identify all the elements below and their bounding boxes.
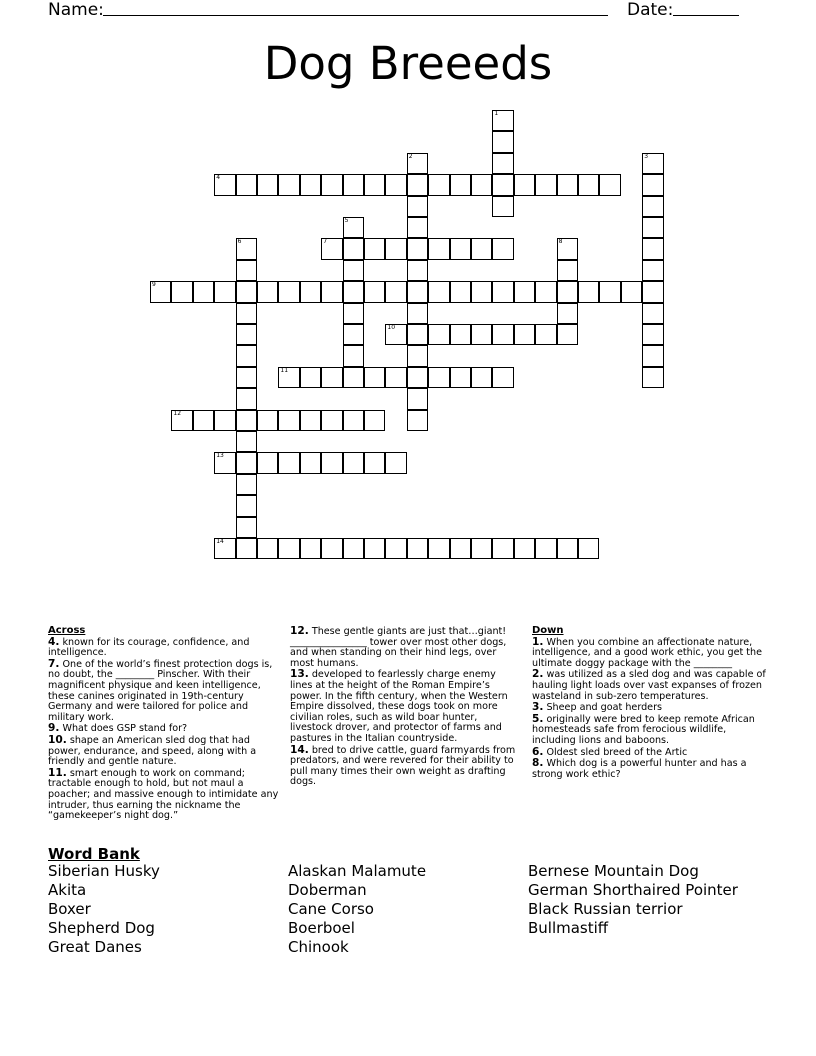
- clue-number: 11: [280, 366, 289, 374]
- crossword-cell[interactable]: [321, 538, 342, 559]
- crossword-cell[interactable]: [450, 367, 471, 388]
- clue-number: 8: [558, 238, 563, 246]
- crossword-cell[interactable]: [428, 367, 449, 388]
- crossword-cell[interactable]: [535, 174, 556, 195]
- crossword-cell[interactable]: [471, 367, 492, 388]
- crossword-cell[interactable]: [471, 538, 492, 559]
- crossword-cell[interactable]: [257, 538, 278, 559]
- crossword-cell[interactable]: [642, 281, 663, 302]
- clue-number: 5: [344, 217, 349, 224]
- crossword-cell[interactable]: [321, 174, 342, 195]
- crossword-cell[interactable]: [492, 238, 513, 259]
- crossword-cell[interactable]: [364, 367, 385, 388]
- crossword-cell[interactable]: [278, 538, 299, 559]
- crossword-cell[interactable]: [236, 303, 257, 324]
- crossword-cell[interactable]: [407, 324, 428, 345]
- down-clues-column: [532, 626, 766, 780]
- word-bank-item: Cane Corso: [288, 900, 374, 918]
- crossword-cell[interactable]: [407, 174, 428, 195]
- crossword-cell[interactable]: [407, 260, 428, 281]
- crossword-cell[interactable]: [514, 174, 535, 195]
- crossword-cell[interactable]: [428, 538, 449, 559]
- clue-across-4: 4. known for its courage, confidence, and intelligence.: [48, 635, 250, 659]
- crossword-cell[interactable]: [343, 260, 364, 281]
- across-heading: Across: [48, 625, 86, 636]
- crossword-cell[interactable]: [557, 174, 578, 195]
- crossword-cell[interactable]: [343, 452, 364, 473]
- clue-number: 7: [323, 238, 328, 246]
- crossword-cell[interactable]: [450, 174, 471, 195]
- word-bank-item: Boxer: [48, 900, 91, 918]
- word-bank-item: Bullmastiff: [528, 919, 609, 937]
- crossword-cell[interactable]: [343, 345, 364, 366]
- crossword-cell[interactable]: [236, 324, 257, 345]
- crossword-cell[interactable]: [428, 174, 449, 195]
- crossword-cell[interactable]: [407, 281, 428, 302]
- crossword-cell[interactable]: [471, 281, 492, 302]
- crossword-cell[interactable]: [578, 538, 599, 559]
- crossword-cell[interactable]: [364, 281, 385, 302]
- crossword-cell[interactable]: [642, 217, 663, 238]
- clue-down-1: 1. When you combine an affectionate nature, intelligence, and a good work ethic, you get the ultimate doggy package with the ________: [532, 635, 763, 669]
- word-bank-item: Siberian Husky: [48, 862, 160, 880]
- clue-down-5: 5. originally were bred to keep remote African homesteads safe from ferocious wildlife, including lions and baboons.: [532, 712, 755, 746]
- clue-number: 12: [173, 409, 182, 417]
- crossword-cell[interactable]: [321, 367, 342, 388]
- crossword-cell[interactable]: [278, 452, 299, 473]
- crossword-cell[interactable]: [407, 388, 428, 409]
- crossword-cell[interactable]: [492, 153, 513, 174]
- crossword-cell[interactable]: [450, 238, 471, 259]
- crossword-cell[interactable]: [321, 281, 342, 302]
- clue-across-14: 14. bred to drive cattle, guard farmyards from predators, and were revered for their ability to pull many times their own weight as drafting dogs.: [290, 743, 516, 788]
- crossword-cell[interactable]: [407, 303, 428, 324]
- crossword-cell[interactable]: [492, 196, 513, 217]
- crossword-cell[interactable]: [300, 174, 321, 195]
- crossword-cell[interactable]: [492, 131, 513, 152]
- crossword-cell[interactable]: [642, 303, 663, 324]
- crossword-cell[interactable]: [236, 452, 257, 473]
- crossword-cell[interactable]: [343, 410, 364, 431]
- crossword-cell[interactable]: [236, 495, 257, 516]
- crossword-cell[interactable]: [236, 260, 257, 281]
- crossword-cell[interactable]: [236, 388, 257, 409]
- crossword-cell[interactable]: [364, 452, 385, 473]
- crossword-cell[interactable]: [407, 217, 428, 238]
- clue-number: 9: [152, 281, 156, 289]
- crossword-cell[interactable]: [278, 281, 299, 302]
- word-bank-item: Black Russian terrior: [528, 900, 683, 918]
- word-bank-item: Alaskan Malamute: [288, 862, 427, 880]
- clue-number: 4: [216, 174, 221, 182]
- crossword-cell[interactable]: [557, 238, 578, 259]
- crossword-cell[interactable]: [450, 324, 471, 345]
- word-bank-column-2: [288, 862, 426, 957]
- crossword-cell[interactable]: [300, 281, 321, 302]
- crossword-cell[interactable]: [214, 174, 235, 195]
- crossword-cell[interactable]: [621, 281, 642, 302]
- crossword-cell[interactable]: [364, 410, 385, 431]
- word-bank-item: Shepherd Dog: [48, 919, 155, 937]
- crossword-cell[interactable]: [193, 281, 214, 302]
- crossword-cell[interactable]: [278, 174, 299, 195]
- crossword-cell[interactable]: [428, 324, 449, 345]
- crossword-cell[interactable]: [642, 345, 663, 366]
- crossword-cell[interactable]: [300, 410, 321, 431]
- crossword-cell[interactable]: [343, 324, 364, 345]
- crossword-cell[interactable]: [535, 281, 556, 302]
- crossword-cell[interactable]: [257, 174, 278, 195]
- crossword-cell[interactable]: [385, 367, 406, 388]
- crossword-cell[interactable]: [642, 196, 663, 217]
- crossword-cell[interactable]: [150, 281, 171, 302]
- crossword-cell[interactable]: [514, 324, 535, 345]
- word-bank-item: Doberman: [288, 881, 367, 899]
- crossword-cell[interactable]: [193, 410, 214, 431]
- clue-across-10: 10. shape an American sled dog that had power, endurance, and speed, along with a friendly and gentle nature.: [48, 733, 257, 768]
- crossword-cell[interactable]: [535, 324, 556, 345]
- clue-number: 2: [408, 152, 413, 160]
- crossword-cell[interactable]: [321, 410, 342, 431]
- crossword-cell[interactable]: [171, 281, 192, 302]
- clue-number: 1: [494, 110, 499, 117]
- clue-number: 3: [644, 152, 649, 160]
- crossword-cell[interactable]: [257, 281, 278, 302]
- crossword-cell[interactable]: [364, 174, 385, 195]
- word-bank-item: Great Danes: [48, 938, 142, 956]
- crossword-cell[interactable]: [385, 281, 406, 302]
- crossword-cell[interactable]: [364, 238, 385, 259]
- crossword-cell[interactable]: [492, 110, 513, 131]
- crossword-cell[interactable]: [492, 281, 513, 302]
- crossword-cell[interactable]: [385, 324, 406, 345]
- crossword-cell[interactable]: [343, 174, 364, 195]
- crossword-cell[interactable]: [642, 174, 663, 195]
- crossword-cell[interactable]: [557, 538, 578, 559]
- crossword-cell[interactable]: [343, 238, 364, 259]
- crossword-cell[interactable]: [236, 431, 257, 452]
- crossword-cell[interactable]: [385, 538, 406, 559]
- clue-across-11: 11. smart enough to work on command; tractable enough to hold, but not maul a poacher; and massive enough to intimidate any intruder, thus earning the nickname the “gamekeeper’s night dog.”: [48, 766, 279, 822]
- crossword-cell[interactable]: [236, 345, 257, 366]
- crossword-cell[interactable]: [236, 474, 257, 495]
- crossword-cell[interactable]: [642, 324, 663, 345]
- crossword-cell[interactable]: [428, 238, 449, 259]
- crossword-cell[interactable]: [343, 538, 364, 559]
- crossword-cell[interactable]: [642, 367, 663, 388]
- crossword-cell[interactable]: [407, 345, 428, 366]
- crossword-cell[interactable]: [321, 238, 342, 259]
- clue-across-9: 9. What does GSP stand for?: [48, 722, 188, 735]
- clue-down-2: 2. was utilized as a sled dog and was capable of hauling light loads over vast expanses of frozen wasteland in sub-zero temperatures.: [532, 668, 766, 702]
- across-clues-column-2: [290, 626, 518, 788]
- crossword-cell[interactable]: [407, 410, 428, 431]
- page-title: Dog Breeeds: [263, 37, 553, 90]
- crossword-cell[interactable]: [343, 281, 364, 302]
- word-bank-column-1: [48, 862, 160, 957]
- crossword-cell[interactable]: [385, 238, 406, 259]
- crossword-cell[interactable]: [557, 281, 578, 302]
- crossword-cell[interactable]: [214, 452, 235, 473]
- crossword-cell[interactable]: [257, 410, 278, 431]
- crossword-cell[interactable]: [642, 260, 663, 281]
- crossword-cell[interactable]: [535, 538, 556, 559]
- crossword-cell[interactable]: [642, 153, 663, 174]
- crossword-cell[interactable]: [321, 452, 342, 473]
- crossword-cell[interactable]: [343, 303, 364, 324]
- crossword-cell[interactable]: [599, 281, 620, 302]
- crossword-cell[interactable]: [471, 238, 492, 259]
- crossword-cell[interactable]: [343, 367, 364, 388]
- crossword-cell[interactable]: [514, 538, 535, 559]
- crossword-cell[interactable]: [642, 238, 663, 259]
- clue-number: 14: [216, 538, 224, 545]
- crossword-cell[interactable]: [300, 452, 321, 473]
- word-bank-item: Akita: [48, 881, 87, 899]
- crossword-cell[interactable]: [171, 410, 192, 431]
- crossword-cell[interactable]: [492, 538, 513, 559]
- word-bank-column-3: [528, 862, 738, 938]
- crossword-cell[interactable]: [236, 174, 257, 195]
- crossword-cell[interactable]: [428, 281, 449, 302]
- crossword-cell[interactable]: [257, 452, 278, 473]
- crossword-cell[interactable]: [236, 410, 257, 431]
- name-label: Name:: [48, 0, 104, 20]
- crossword-cell[interactable]: [278, 410, 299, 431]
- crossword-cell[interactable]: [214, 538, 235, 559]
- across-clues-column-1: [48, 626, 280, 822]
- crossword-cell[interactable]: [514, 281, 535, 302]
- crossword-cell[interactable]: [471, 324, 492, 345]
- clue-number: 6: [237, 238, 242, 246]
- clue-number: 13: [216, 452, 224, 460]
- word-bank-item: German Shorthaired Pointer: [528, 881, 738, 899]
- crossword-cell[interactable]: [407, 153, 428, 174]
- clue-across-12: 12. These gentle giants are just that…giant! ________________ tower over most other dogs, and when standing on their hind legs, over most humans.: [290, 625, 507, 669]
- clue-across-13: 13. developed to fearlessly charge enemy lines at the height of the Roman Empire’s power. In the fifth century, when the Western Empire dissolved, these dogs took on more civilian roles, such as wild boar hunter, livestock drover, and protector of farms and pastures in the Italian countryside.: [290, 668, 508, 744]
- crossword-cell[interactable]: [557, 303, 578, 324]
- word-bank-title: Word Bank: [48, 845, 140, 863]
- crossword-cell[interactable]: [407, 196, 428, 217]
- crossword-cell[interactable]: [407, 238, 428, 259]
- word-bank-item: Chinook: [288, 938, 349, 956]
- crossword-cell[interactable]: [236, 517, 257, 538]
- crossword-cell[interactable]: [343, 217, 364, 238]
- crossword-cell[interactable]: [450, 281, 471, 302]
- crossword-cell[interactable]: [492, 367, 513, 388]
- crossword-cell[interactable]: [407, 538, 428, 559]
- crossword-cell[interactable]: [471, 174, 492, 195]
- crossword-cell[interactable]: [578, 174, 599, 195]
- crossword-cell[interactable]: [385, 452, 406, 473]
- crossword-cell[interactable]: [214, 410, 235, 431]
- crossword-cell[interactable]: [599, 174, 620, 195]
- clue-across-7: 7. One of the world’s finest protection dogs is, no doubt, the ________ Pinscher. With their magnificent physique and keen intelligence, these canines originated in 19th-century Germany and were tailored for police and military work.: [48, 657, 273, 723]
- crossword-cell[interactable]: [407, 367, 428, 388]
- crossword-cell[interactable]: [236, 367, 257, 388]
- crossword-cell[interactable]: [236, 281, 257, 302]
- clue-down-8: 8. Which dog is a powerful hunter and has a strong work ethic?: [532, 757, 747, 780]
- crossword-cell[interactable]: [385, 174, 406, 195]
- crossword-cell[interactable]: [557, 324, 578, 345]
- crossword-cell[interactable]: [492, 324, 513, 345]
- crossword-cell[interactable]: [557, 260, 578, 281]
- crossword-cell[interactable]: [492, 174, 513, 195]
- crossword-cell[interactable]: [278, 367, 299, 388]
- word-bank-item: Boerboel: [288, 919, 355, 937]
- word-bank-item: Bernese Mountain Dog: [528, 862, 699, 880]
- crossword-cell[interactable]: [450, 538, 471, 559]
- clue-number: 10: [387, 324, 396, 331]
- clue-down-3: 3. Sheep and goat herders: [532, 701, 663, 714]
- crossword-cell[interactable]: [236, 238, 257, 259]
- crossword-cell[interactable]: [300, 367, 321, 388]
- crossword-cell[interactable]: [300, 538, 321, 559]
- down-heading: Down: [532, 625, 564, 636]
- crossword-cell[interactable]: [578, 281, 599, 302]
- crossword-cell[interactable]: [214, 281, 235, 302]
- crossword-cell[interactable]: [364, 538, 385, 559]
- clue-down-6: 6. Oldest sled breed of the Artic: [532, 745, 688, 758]
- date-label: Date:: [627, 0, 674, 20]
- crossword-cell[interactable]: [236, 538, 257, 559]
